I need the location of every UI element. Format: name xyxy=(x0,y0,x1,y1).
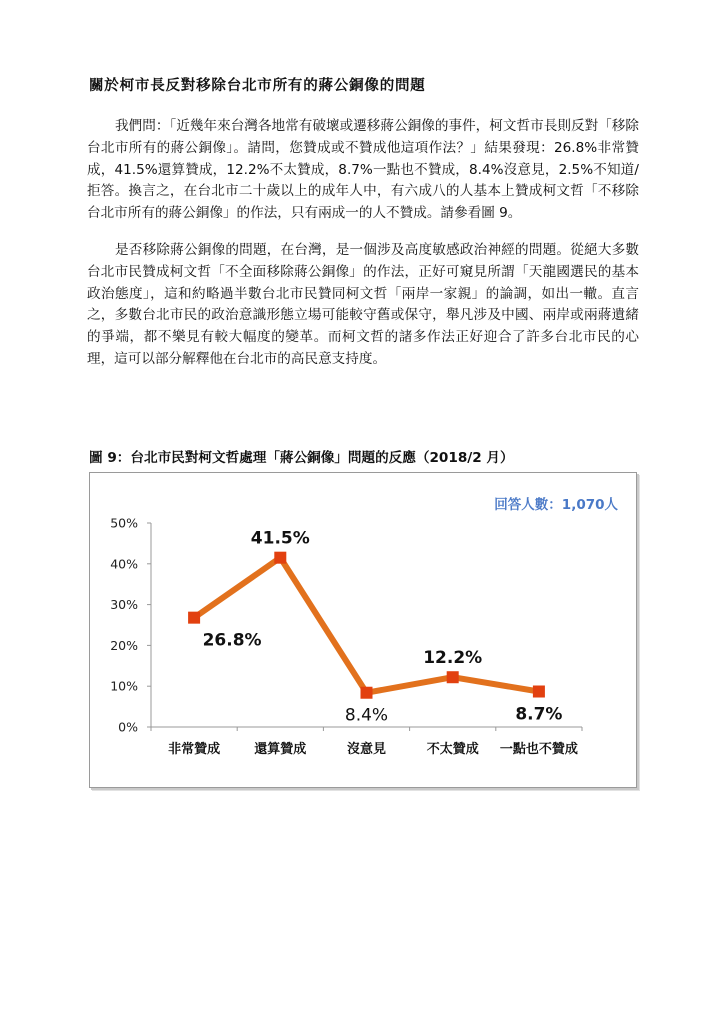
y-tick-label: 50% xyxy=(110,515,138,531)
paragraph-2: 是否移除蔣公銅像的問題，在台灣，是一個涉及高度敏感政治神經的問題。從絕大多數台北市民贊成柯文哲「不全面移除蔣公銅像」的作法，正好可窺見所謂「天龍國選民的基本政治態度」，這和約略過半數台北市民贊同柯文哲「兩岸一家親」的論調，如出一轍。直言之，多數台北市民的政治意識形態立場可能較守舊或保守，舉凡涉及中國、兩岸或兩蔣遺緒的爭端，都不樂見有較大幅度的變革。而柯文哲的諸多作法正好迎合了許多台北市民的心理，這可以部分解釋他在台北市的高民意支持度。 xyxy=(87,242,639,367)
section-heading: 關於柯市長反對移除台北市所有的蔣公銅像的問題 xyxy=(89,78,426,94)
paragraph-1: 我們問：「近幾年來台灣各地常有破壞或遷移蔣公銅像的事件，柯文哲市長則反對「移除台北市所有的蔣公銅像」。請問，您贊成或不贊成他這項作法？」結果發現：26.8%非常贊成，41.5%還算贊成，12.2%不太贊成，8.7%一點也不贊成，8.4%沒意見，2.5%不知道/拒答。換言之，在台北市二十歲以上的成年人中，有六成八的人基本上贊成柯文哲「不移除台北市所有的蔣公銅像」的作法，只有兩成一的人不贊成。請參看圖 9。 xyxy=(87,118,639,222)
x-category-label: 沒意見 xyxy=(346,742,387,757)
series-line xyxy=(194,558,539,693)
data-label: 26.8% xyxy=(202,630,262,651)
data-point-marker xyxy=(188,612,200,624)
data-label: 41.5% xyxy=(250,528,310,549)
data-label: 8.4% xyxy=(344,705,389,726)
y-tick-label: 10% xyxy=(110,678,138,694)
chart-panel xyxy=(89,472,637,788)
data-point-marker xyxy=(274,552,286,564)
y-tick-label: 30% xyxy=(110,597,138,613)
x-category-label: 一點也不贊成 xyxy=(499,742,578,757)
data-point-marker xyxy=(533,686,545,698)
x-category-label: 還算贊成 xyxy=(254,742,307,757)
y-tick-label: 40% xyxy=(110,556,138,572)
data-point-marker xyxy=(361,687,373,699)
y-tick-label: 20% xyxy=(110,637,138,653)
data-point-marker xyxy=(447,671,459,683)
y-tick-label: 0% xyxy=(118,719,138,735)
x-category-label: 不太贊成 xyxy=(426,742,479,757)
x-category-label: 非常贊成 xyxy=(168,742,221,757)
data-label: 12.2% xyxy=(423,648,483,669)
figure-caption: 圖 9：台北市民對柯文哲處理「蔣公銅像」問題的反應（2018/2 月） xyxy=(89,450,514,466)
line-chart xyxy=(90,473,636,787)
data-label: 8.7% xyxy=(515,704,563,725)
respondents-count: 回答人數：1,070人 xyxy=(494,497,618,513)
